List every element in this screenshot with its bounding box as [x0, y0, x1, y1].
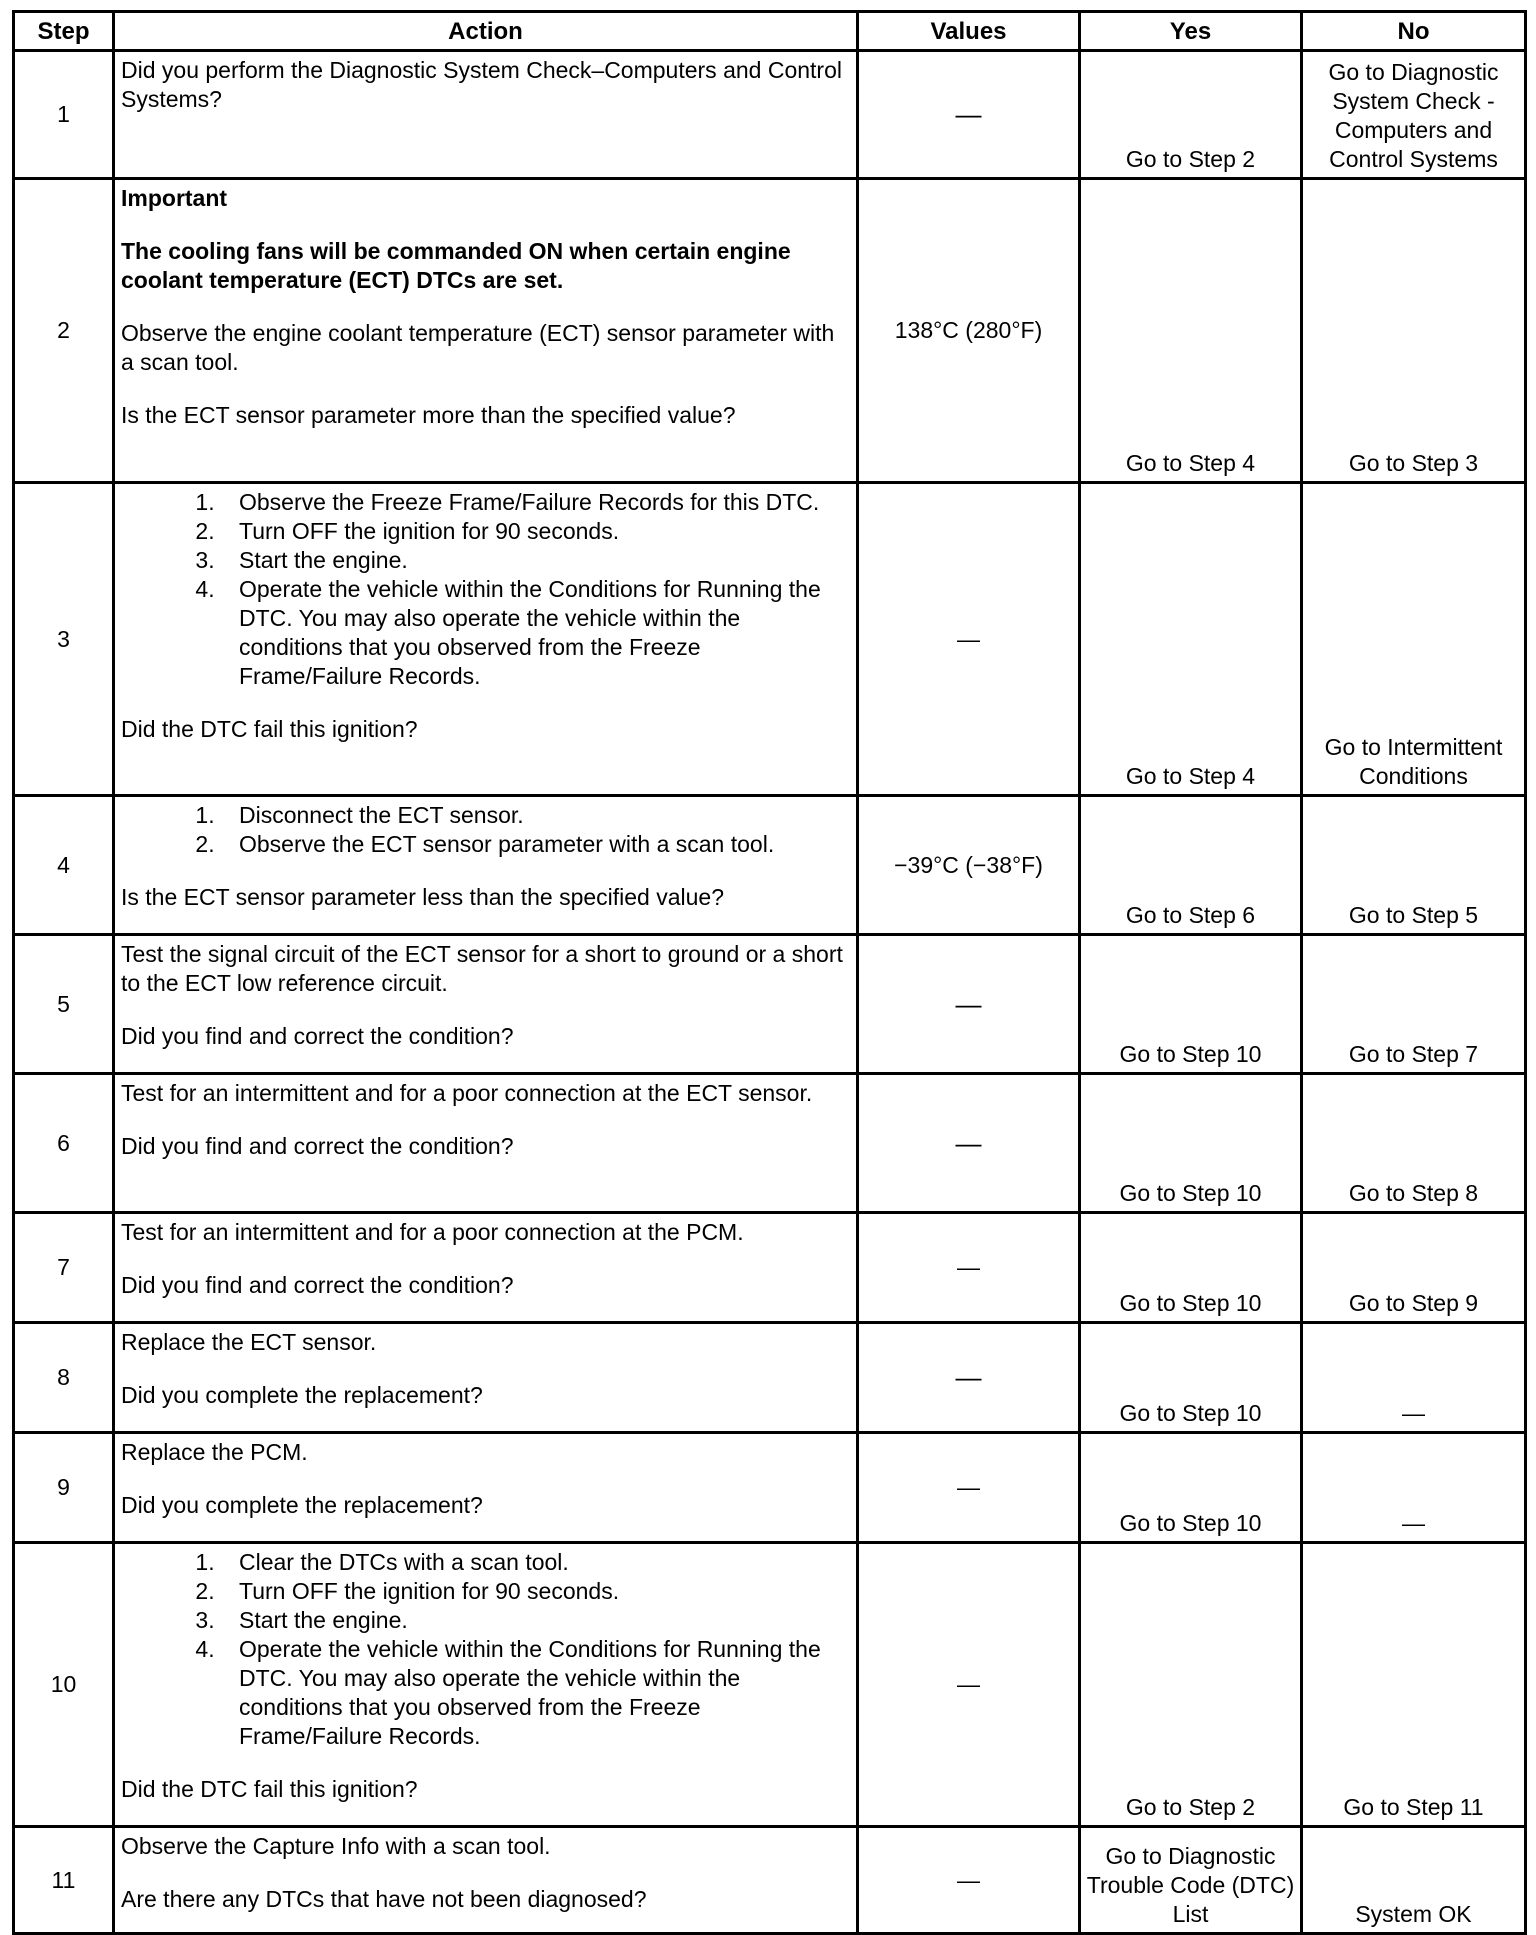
step-number: 11 — [14, 1827, 114, 1934]
procedure-list — [121, 1548, 850, 1751]
action-question: Did you find and correct the condition? — [121, 1133, 514, 1159]
list-item: 4. Operate the vehicle within the Conditions for Running the DTC. You may also operate the vehicle within the conditions that you observed from the Freeze Frame/Failure Records. — [221, 1635, 850, 1751]
yes-cell: Go to Step 4 — [1080, 179, 1302, 483]
action-text: Observe the engine coolant temperature (ECT) sensor parameter with a scan tool. — [121, 320, 835, 375]
action-cell — [114, 1323, 858, 1433]
step-number: 5 — [14, 935, 114, 1074]
value-cell: — — [858, 1433, 1080, 1543]
no-cell: Go to Step 9 — [1302, 1213, 1526, 1323]
action-text: Did you perform the Diagnostic System Check–Computers and Control Systems? — [121, 57, 842, 112]
no-cell: — — [1302, 1323, 1526, 1433]
action-question: Did you complete the replacement? — [121, 1382, 483, 1408]
value-cell: — — [858, 1323, 1080, 1433]
yes-cell: Go to Step 6 — [1080, 796, 1302, 935]
value-cell: — — [858, 935, 1080, 1074]
action-text: Test for an intermittent and for a poor connection at the PCM. — [121, 1219, 744, 1245]
value-cell: — — [858, 1074, 1080, 1213]
diagnostic-table — [12, 10, 1527, 1935]
action-question: Did you find and correct the condition? — [121, 1023, 514, 1049]
step-number: 1 — [14, 51, 114, 179]
list-item: 1. Disconnect the ECT sensor. — [221, 801, 850, 830]
action-question: Is the ECT sensor parameter less than the specified value? — [121, 884, 725, 910]
no-cell: Go to Step 3 — [1302, 179, 1526, 483]
action-cell — [114, 796, 858, 935]
yes-cell: Go to Step 10 — [1080, 1213, 1302, 1323]
yes-cell: Go to Step 10 — [1080, 1074, 1302, 1213]
important-heading: Important — [121, 185, 228, 211]
table-row — [14, 1543, 1526, 1827]
list-item: 3. Start the engine. — [221, 1606, 850, 1635]
action-question: Did the DTC fail this ignition? — [121, 1776, 418, 1802]
no-cell: Go to Step 7 — [1302, 935, 1526, 1074]
step-number: 2 — [14, 179, 114, 483]
action-text: Test for an intermittent and for a poor connection at the ECT sensor. — [121, 1080, 813, 1106]
no-cell: System OK — [1302, 1827, 1526, 1934]
value-cell: — — [858, 51, 1080, 179]
step-number: 9 — [14, 1433, 114, 1543]
step-number: 3 — [14, 483, 114, 796]
header-yes: Yes — [1080, 12, 1302, 51]
action-text: Replace the ECT sensor. — [121, 1329, 377, 1355]
table-row — [14, 1323, 1526, 1433]
list-item: 2. Turn OFF the ignition for 90 seconds. — [221, 517, 850, 546]
action-cell — [114, 935, 858, 1074]
procedure-list — [121, 488, 850, 691]
action-text: Test the signal circuit of the ECT sensor for a short to ground or a short to the ECT low reference circuit. — [121, 941, 843, 996]
list-item: 2. Turn OFF the ignition for 90 seconds. — [221, 1577, 850, 1606]
no-cell: Go to Step 11 — [1302, 1543, 1526, 1827]
action-cell — [114, 179, 858, 483]
action-cell — [114, 1433, 858, 1543]
action-question: Did the DTC fail this ignition? — [121, 716, 418, 742]
action-question: Did you find and correct the condition? — [121, 1272, 514, 1298]
step-number: 10 — [14, 1543, 114, 1827]
procedure-list — [121, 801, 850, 859]
list-item: 3. Start the engine. — [221, 546, 850, 575]
action-question: Is the ECT sensor parameter more than the specified value? — [121, 402, 736, 428]
important-text: The cooling fans will be commanded ON when certain engine coolant temperature (ECT) DTCs are set. — [121, 238, 791, 293]
action-question: Are there any DTCs that have not been diagnosed? — [121, 1886, 647, 1912]
yes-cell: Go to Step 4 — [1080, 483, 1302, 796]
action-text: Observe the Capture Info with a scan tool. — [121, 1833, 551, 1859]
no-cell: Go to Step 8 — [1302, 1074, 1526, 1213]
yes-cell: Go to Diagnostic Trouble Code (DTC) List — [1080, 1827, 1302, 1934]
step-number: 7 — [14, 1213, 114, 1323]
table-row — [14, 179, 1526, 483]
action-text: Replace the PCM. — [121, 1439, 308, 1465]
value-cell: 138°C (280°F) — [858, 179, 1080, 483]
no-cell: Go to Diagnostic System Check - Computers and Control Systems — [1302, 51, 1526, 179]
step-number: 4 — [14, 796, 114, 935]
yes-cell: Go to Step 10 — [1080, 1433, 1302, 1543]
action-cell — [114, 483, 858, 796]
action-cell — [114, 1827, 858, 1934]
action-question: Did you complete the replacement? — [121, 1492, 483, 1518]
value-cell: — — [858, 1827, 1080, 1934]
table-row — [14, 1213, 1526, 1323]
table-row — [14, 935, 1526, 1074]
table-row — [14, 796, 1526, 935]
table-row — [14, 1433, 1526, 1543]
value-cell: — — [858, 1543, 1080, 1827]
yes-cell: Go to Step 2 — [1080, 1543, 1302, 1827]
list-item: 1. Observe the Freeze Frame/Failure Records for this DTC. — [221, 488, 850, 517]
yes-cell: Go to Step 10 — [1080, 935, 1302, 1074]
header-row — [14, 12, 1526, 51]
table-row — [14, 1827, 1526, 1934]
list-item: 4. Operate the vehicle within the Conditions for Running the DTC. You may also operate the vehicle within the conditions that you observed from the Freeze Frame/Failure Records. — [221, 575, 850, 691]
yes-cell: Go to Step 2 — [1080, 51, 1302, 179]
action-cell — [114, 1543, 858, 1827]
list-item: 2. Observe the ECT sensor parameter with a scan tool. — [221, 830, 850, 859]
action-cell — [114, 51, 858, 179]
no-cell: Go to Intermittent Conditions — [1302, 483, 1526, 796]
value-cell: −39°C (−38°F) — [858, 796, 1080, 935]
table-row — [14, 1074, 1526, 1213]
value-cell: — — [858, 483, 1080, 796]
header-no: No — [1302, 12, 1526, 51]
no-cell: Go to Step 5 — [1302, 796, 1526, 935]
table-row — [14, 483, 1526, 796]
table-row — [14, 51, 1526, 179]
header-step: Step — [14, 12, 114, 51]
no-cell: — — [1302, 1433, 1526, 1543]
step-number: 6 — [14, 1074, 114, 1213]
action-cell — [114, 1074, 858, 1213]
value-cell: — — [858, 1213, 1080, 1323]
action-cell — [114, 1213, 858, 1323]
yes-cell: Go to Step 10 — [1080, 1323, 1302, 1433]
header-action: Action — [114, 12, 858, 51]
step-number: 8 — [14, 1323, 114, 1433]
header-values: Values — [858, 12, 1080, 51]
list-item: 1. Clear the DTCs with a scan tool. — [221, 1548, 850, 1577]
